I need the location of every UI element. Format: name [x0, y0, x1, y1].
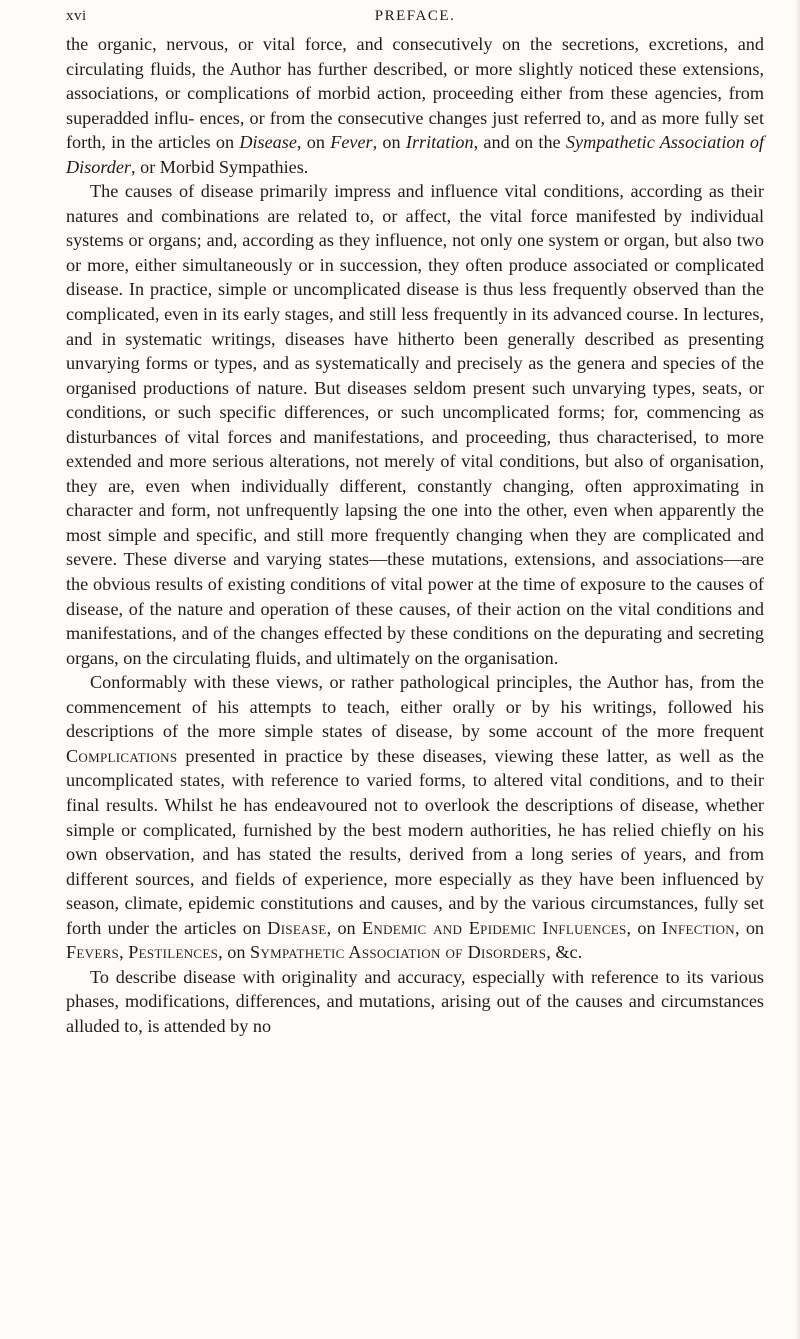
paragraph-3-text-f: , [119, 942, 129, 963]
paragraph-1-text-c: , on [372, 132, 406, 153]
smallcaps-complications: Complications [66, 745, 178, 766]
italic-fever: Fever [330, 132, 373, 153]
paragraph-3-text-b: presented in practice by these diseases, viewing these latter, as well as the uncomplicated states, with reference to varied forms, to altered vital conditions, and to their final results. Whilst he has endeavoured not to overlook the descriptions of disease, whether simple or complicated, furnished by the best modern authorities, he has relied chiefly on his own observation, and has stated the results, derived from a long series of years, and from different sources, and fields of experience, more especially as they have been influenced by season, climate, epidemic constitutions and causes, and by the various circumstances, fully set forth under the articles on [66, 745, 764, 938]
paragraph-2: The causes of disease primarily impress and influence vital conditions, according as their natures and combinations are related to, or affect, the vital force manifested by individual systems or organs; and, according as they influence, not only one system or organ, but also two or more, either simultaneously or in succession, they often produce associated or complicated disease. In practice, simple or uncomplicated disease is thus less frequently observed than the complicated, even in its early stages, and still less frequently in its advanced course. In lectures, and in systematic writings, diseases have hitherto been generally described as presenting unvarying forms or types, and as systematically and precisely as the genera and species of the organised productions of nature. But diseases seldom present such unvarying types, seats, or conditions, or such specific differences, or such uncomplicated forms; for, commencing as disturbances of vital forces and manifestations, and proceeding, thus characterised, to more extended and more serious alterations, not merely of vital conditions, but also of organisation, they are, even when individually different, constantly changing, often approximating in character and form, not unfrequently lapsing the one into the other, even when apparently the most simple and specific, and still more frequently changing when they are complicated and severe. These diverse and varying states—these mutations, extensions, and associations—are the obvious results of existing conditions of vital power at the time of exposure to the causes of disease, of the nature and operation of these causes, of their action on the vital conditions and manifestations, and of the changes effected by these conditions on the depurating and secreting organs, on the circulating fluids, and ultimately on the organisation. [66, 181, 764, 668]
page-edge-shadow [795, 0, 800, 1339]
paragraph-3-text-h: , &c. [546, 942, 583, 963]
paragraph-1-text-e: , or Morbid Sympathies. [131, 156, 309, 177]
body-text [66, 32, 764, 1038]
paragraph-3-text-c: , on [326, 917, 362, 938]
paragraph-3-text-e: , on [734, 917, 765, 938]
paragraph-1-text-d: , and on the [473, 132, 566, 153]
italic-irritation: Irritation [405, 132, 474, 153]
italic-sympathetic-association: Sympathetic Association of Disorder [66, 132, 765, 177]
smallcaps-sympathetic: Sympathetic Association of Disorders [249, 942, 547, 963]
smallcaps-pestilences: Pestilences [128, 942, 219, 963]
paragraph-1-text-a: the organic, nervous, or vital force, and consecutively on the secretions, excretions, and circulating fluids, the Author has further described, or more slightly noticed these extensions, associations, or complications of morbid action, proceeding either from these agencies, from superadded influ- ences, or from the consecutive changes just referred to, and as more fully set forth, in the articles on [66, 34, 764, 153]
paragraph-3-text-d: , on [626, 917, 662, 938]
smallcaps-infection: Infection [661, 917, 735, 938]
paragraph-4: To describe disease with originality and accuracy, especially with reference to its various phases, modifications, differences, and mutations, arising out of the causes and circumstances alluded to, is attended by no [66, 966, 764, 1036]
running-head [66, 6, 764, 32]
italic-disease: Disease [239, 132, 297, 153]
smallcaps-endemic: Endemic and Epidemic Influences [361, 917, 627, 938]
paragraph-3-text-a: Conformably with these views, or rather pathological principles, the Author has, from the commencement of his attempts to teach, either orally or by his writings, followed his descriptions of the more simple states of disease, by some account of the more frequent [66, 672, 764, 742]
page-number: xvi [66, 8, 87, 24]
paragraph-1-text-b: , on [296, 132, 331, 153]
paragraph-1 [66, 32, 764, 179]
paragraph-3-text-g: , on [218, 942, 250, 963]
smallcaps-fevers: Fevers [66, 942, 120, 963]
paragraph-3 [66, 670, 764, 965]
smallcaps-disease: Disease [267, 917, 327, 938]
running-title: PREFACE. [374, 8, 456, 24]
